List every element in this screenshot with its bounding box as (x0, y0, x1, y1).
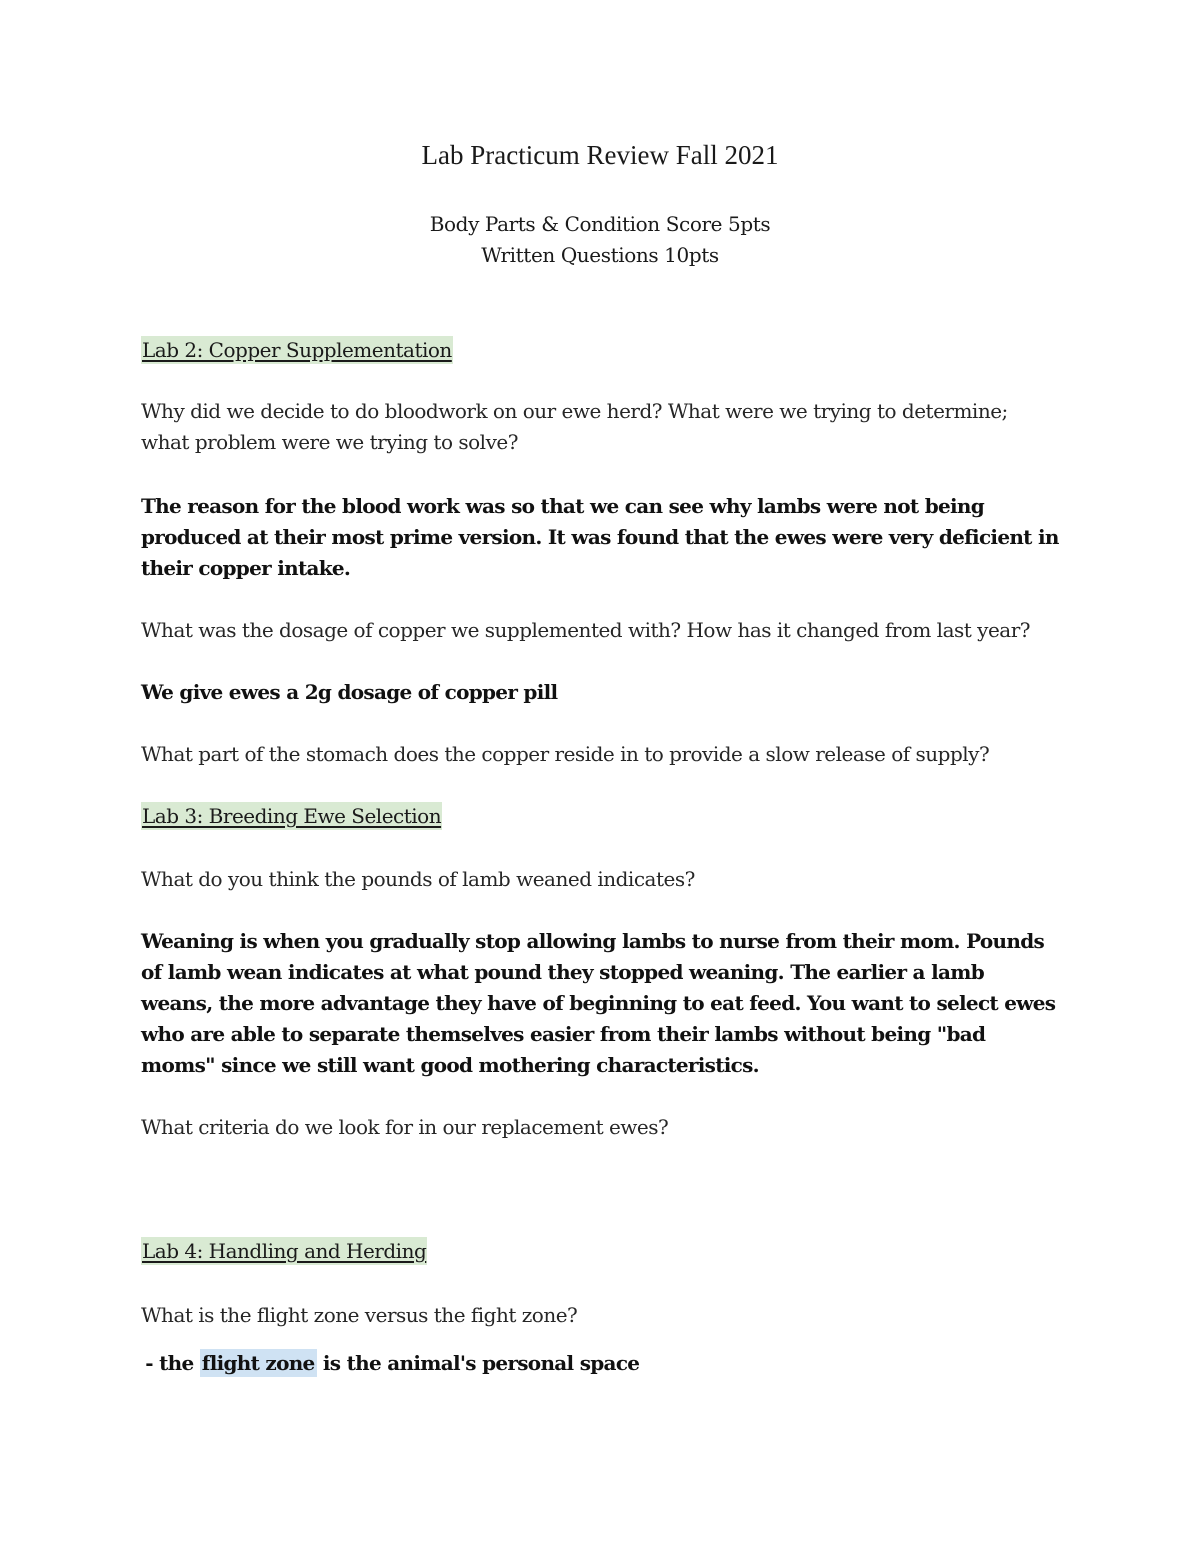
subtitle-line-points-written: Written Questions 10pts (481, 243, 719, 267)
question-bloodwork: Why did we decide to do bloodwork on our ewe herd? What were we trying to determine; what problem were we trying to solve? (141, 399, 1008, 454)
answer-copper-dosage: We give ewes a 2g dosage of copper pill (141, 680, 558, 704)
answer-pounds-weaned: Weaning is when you gradually stop allowing lambs to nurse from their mom. Pounds of lamb wean indicates at what pound they stopped weaning. The earlier a lamb weans, the more advantage they have of beginning to eat feed. You want to select ewes who are able to separate themselves easier from their lambs without being "bad moms" since we still want good mothering characteristics. (141, 929, 1056, 1077)
question-stomach-part: What part of the stomach does the copper reside in to provide a slow release of supply? (141, 742, 990, 766)
section-heading-lab-2: Lab 2: Copper Supplementation (142, 338, 452, 362)
question-replacement-criteria: What criteria do we look for in our replacement ewes? (141, 1115, 669, 1139)
answer-bloodwork: The reason for the blood work was so that we can see why lambs were not being produced at their most prime version. It was found that the ewes were very deficient in their copper intake. (141, 494, 1059, 580)
document-title: Lab Practicum Review Fall 2021 (421, 140, 779, 170)
question-pounds-weaned: What do you think the pounds of lamb weaned indicates? (141, 867, 695, 891)
highlighted-term-flight-zone: flight zone (201, 1351, 315, 1375)
answer-flight-zone (139, 1348, 1059, 1379)
subtitle-line-points-body-parts: Body Parts & Condition Score 5pts (429, 212, 771, 236)
answer-flight-zone-suffix: is the animal's personal space (316, 1351, 640, 1375)
question-flight-zone: What is the flight zone versus the fight zone? (141, 1303, 578, 1327)
answer-flight-zone-prefix: - the (139, 1351, 200, 1375)
section-heading-lab-4: Lab 4: Handling and Herding (142, 1239, 427, 1263)
section-heading-lab-3: Lab 3: Breeding Ewe Selection (142, 804, 442, 828)
question-copper-dosage: What was the dosage of copper we supplemented with? How has it changed from last year? (141, 618, 1030, 642)
